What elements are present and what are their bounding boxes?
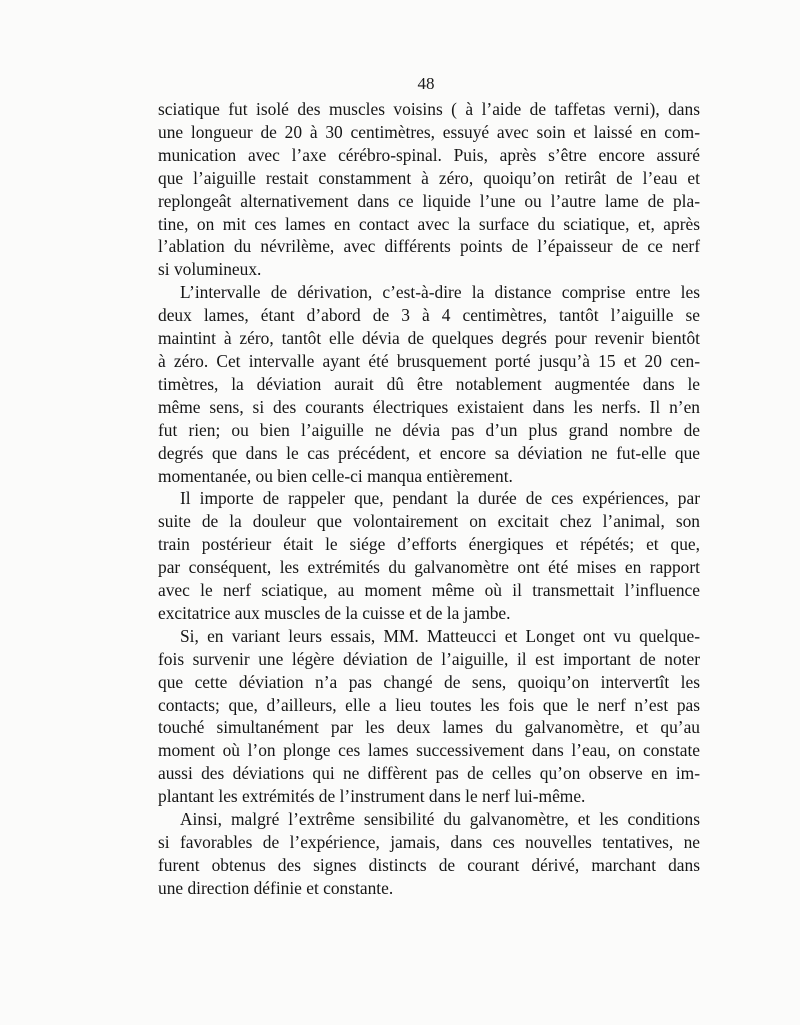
page-number: 48 bbox=[417, 74, 435, 93]
text-line: replongeât alternativement dans ce liquide l’une ou l’autre lame de pla- bbox=[158, 190, 700, 211]
text-line: Si, en variant leurs essais, MM. Matteucci et Longet ont vu quelque- bbox=[180, 625, 700, 646]
text-line: excitatrice aux muscles de la cuisse et de la jambe. bbox=[158, 602, 511, 623]
text-line: fois survenir une légère déviation de l’aiguille, il est important de noter bbox=[158, 648, 700, 669]
text-line: si favorables de l’expérience, jamais, dans ces nouvelles tentatives, ne bbox=[158, 832, 700, 852]
text-line: sciatique fut isolé des muscles voisins ( à l’aide de taffetas verni), dans bbox=[158, 99, 700, 119]
text-line: que cette déviation n’a pas changé de sens, quoiqu’on intervertît les bbox=[158, 671, 700, 692]
text-line: fut rien; ou bien l’aiguille ne dévia pas d’un plus grand nombre de bbox=[158, 419, 700, 440]
body-text bbox=[158, 98, 700, 900]
text-line: touché simultanément par les deux lames du galvanomètre, et qu’au bbox=[158, 717, 700, 738]
text-line: avec le nerf sciatique, au moment même où il transmettait l’influence bbox=[158, 580, 700, 601]
text-line: train postérieur était le siége d’efforts énergiques et répétés; et que, bbox=[158, 534, 700, 555]
text-line: aussi des déviations qui ne diffèrent pas de celles qu’on observe en im- bbox=[158, 763, 700, 784]
paragraph-2 bbox=[158, 281, 700, 487]
text-line: une longueur de 20 à 30 centimètres, essuyé avec soin et laissé en com- bbox=[158, 121, 700, 142]
text-line: timètres, la déviation aurait dû être notablement augmentée dans le bbox=[158, 373, 700, 394]
text-line: contacts; que, d’ailleurs, elle a lieu toutes les fois que le nerf n’est pas bbox=[158, 694, 700, 715]
text-line: si volumineux. bbox=[158, 259, 262, 280]
text-line: deux lames, étant d’abord de 3 à 4 centimètres, tantôt l’aiguille se bbox=[158, 305, 700, 326]
paragraph-1 bbox=[158, 98, 700, 281]
text-line: plantant les extrémités de l’instrument dans le nerf lui-même. bbox=[158, 786, 586, 807]
text-line: une direction définie et constante. bbox=[158, 877, 394, 898]
text-line: que l’aiguille restait constamment à zéro, quoiqu’on retirât de l’eau et bbox=[158, 167, 700, 188]
text-line: moment où l’on plonge ces lames successivement dans l’eau, on constate bbox=[158, 740, 700, 761]
text-line: furent obtenus des signes distincts de courant dérivé, marchant dans bbox=[158, 854, 700, 875]
text-line: Il importe de rappeler que, pendant la durée de ces expériences, par bbox=[180, 488, 700, 509]
text-line: munication avec l’axe cérébro-spinal. Puis, après s’être encore assuré bbox=[158, 144, 700, 165]
text-line: l’ablation du névrilème, avec différents points de l’épaisseur de ce nerf bbox=[158, 236, 700, 257]
paragraph-3 bbox=[158, 487, 700, 624]
paragraph-4 bbox=[158, 625, 700, 808]
text-line: suite de la douleur que volontairement on excitait chez l’animal, son bbox=[158, 511, 700, 532]
text-line: L’intervalle de dérivation, c’est-à-dire la distance comprise entre les bbox=[180, 282, 700, 303]
text-line: degrés que dans le cas précédent, et encore sa déviation ne fut-elle que bbox=[158, 442, 700, 463]
text-line: Ainsi, malgré l’extrême sensibilité du galvanomètre, et les conditions bbox=[180, 809, 700, 830]
text-line: momentanée, ou bien celle-ci manqua entièrement. bbox=[158, 465, 513, 486]
text-line: par conséquent, les extrémités du galvanomètre ont été mises en rapport bbox=[158, 557, 700, 578]
text-line: à zéro. Cet intervalle ayant été brusquement porté jusqu’à 15 et 20 cen- bbox=[158, 350, 700, 371]
text-line: maintint à zéro, tantôt elle dévia de quelques degrés pour revenir bientôt bbox=[158, 328, 700, 349]
paragraph-5 bbox=[158, 808, 700, 900]
text-line: même sens, si des courants électriques existaient dans les nerfs. Il n’en bbox=[158, 396, 700, 417]
text-line: tine, on mit ces lames en contact avec la surface du sciatique, et, après bbox=[158, 213, 700, 234]
